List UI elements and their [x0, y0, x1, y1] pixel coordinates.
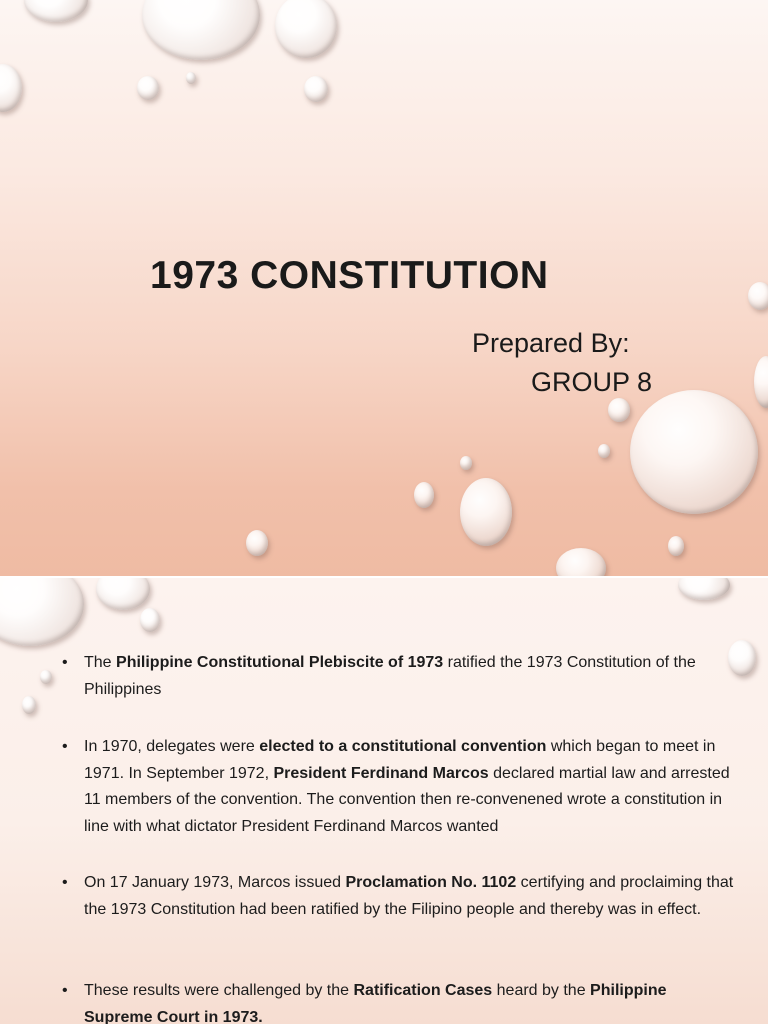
water-drop-decoration — [186, 72, 196, 84]
bold-text-run: Ratification Cases — [353, 982, 493, 999]
text-run: certifying and proclaiming that the 1973 Constitution had been ratified by the Filipino people and thereby was in effect. — [84, 874, 734, 918]
water-drop-decoration — [22, 696, 36, 714]
bold-text-run: President Ferdinand Marcos — [273, 764, 489, 782]
water-drop-decoration — [0, 64, 22, 112]
water-drop-decoration — [96, 578, 150, 610]
bullet-item: • These results were challenged by the Ratification Cases heard by the Philippine Supreme Court in 1973. — [62, 982, 667, 1024]
text-run: The — [84, 654, 117, 671]
water-drop-decoration — [460, 456, 472, 470]
content-slide — [0, 578, 768, 1024]
water-drop-decoration — [414, 482, 434, 508]
water-drop-decoration — [304, 76, 328, 102]
water-drop-decoration — [140, 608, 160, 632]
bold-text-run: Philippine Constitutional Plebiscite of 1973 — [116, 654, 444, 671]
bold-text-run: Proclamation No. 1102 — [345, 874, 517, 891]
bullet-item: • In 1970, delegates were elected to a constitutional convention which began to meet in 1971. In September 1972, President Ferdinand Marcos declared martial law and arrested 11 members of the convention. The convention then re-convenened wrote a constitution in line with what dictator President Ferdinand Marcos wanted — [62, 738, 730, 835]
water-drop-decoration — [608, 398, 630, 422]
water-drop-decoration — [142, 0, 260, 60]
bold-text-run: Philippine Supreme Court in 1973. — [84, 982, 667, 1024]
bullet-text — [84, 982, 667, 1024]
water-drop-decoration — [748, 282, 768, 310]
water-drop-decoration — [275, 0, 337, 58]
water-drop-decoration — [668, 536, 684, 556]
bullet-item: • The Philippine Constitutional Plebiscite of 1973 ratified the 1973 Constitution of the Philippines — [62, 654, 696, 698]
text-run: heard by the — [492, 982, 591, 999]
bullet-item: • On 17 January 1973, Marcos issued Proclamation No. 1102 certifying and proclaiming that the 1973 Constitution had been ratified by the Filipino people and thereby was in effect. — [62, 874, 734, 918]
text-run: declared martial law and arrested 11 members of the convention. The convention then re-convenened wrote a constitution in line with what dictator President Ferdinand Marcos wanted — [84, 764, 730, 835]
water-drop-decoration — [24, 0, 88, 22]
water-drop-decoration — [678, 578, 730, 600]
water-drop-decoration — [246, 530, 268, 556]
slide-title: 1973 CONSTITUTION — [150, 254, 549, 297]
water-drop-decoration — [137, 76, 159, 100]
water-drop-decoration — [598, 444, 610, 458]
text-run: These results were challenged by the — [84, 982, 354, 999]
text-run: In 1970, delegates were — [84, 738, 260, 755]
group-name: GROUP 8 — [531, 367, 653, 397]
text-run: which began to meet in 1971. In September 1972, — [84, 738, 716, 782]
bullet-text — [84, 654, 696, 698]
prepared-by-label: Prepared By: — [472, 328, 630, 358]
water-drop-decoration — [0, 578, 84, 646]
water-drop-decoration — [460, 478, 512, 546]
bold-text-run: elected to a constitutional convention — [259, 738, 547, 755]
bullet-text — [84, 738, 730, 835]
water-drop-decoration — [630, 390, 758, 514]
bullet-text — [84, 874, 733, 918]
water-drop-decoration — [754, 356, 768, 408]
text-run: ratified the 1973 Constitution of the Philippines — [84, 654, 696, 698]
water-drop-decoration — [556, 548, 606, 576]
water-drop-decoration — [40, 670, 52, 684]
text-run: On 17 January 1973, Marcos issued — [84, 874, 346, 891]
